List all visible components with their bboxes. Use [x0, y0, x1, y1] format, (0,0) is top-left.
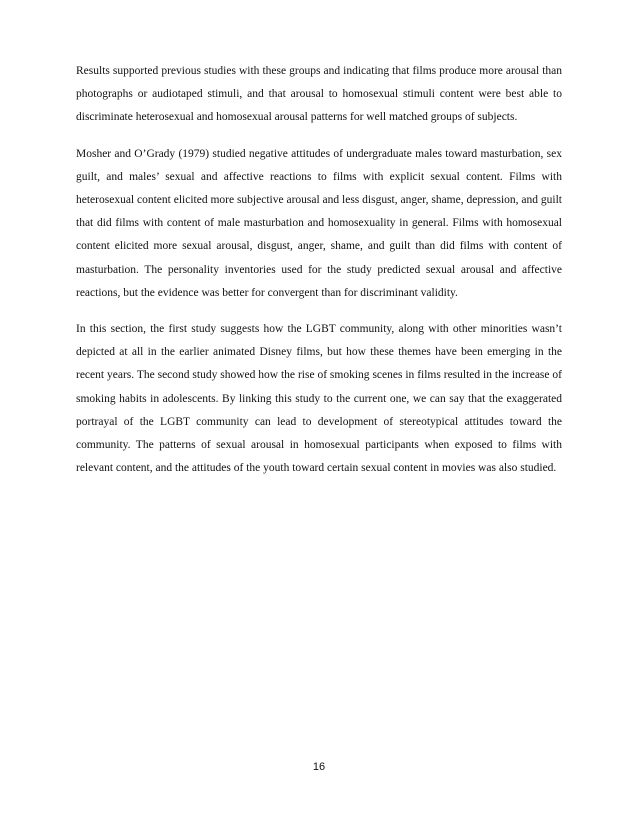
page-number: 16 [312, 761, 326, 773]
paragraph-3: In this section, the first study suggests how the LGBT community, along with other minorities wasn’t depicted at all in the earlier animated Disney films, but how these themes have been emerging in the recent years. The second study showed how the rise of smoking scenes in films resulted in the increase of smoking habits in adolescents. By linking this study to the current one, we can say that the exaggerated portrayal of the LGBT community can lead to development of stereotypical attitudes toward the community. The patterns of sexual arousal in homosexual participants when exposed to films with relevant content, and the attitudes of the youth toward certain sexual content in movies was also studied. [76, 323, 562, 475]
body-text [76, 60, 562, 493]
paragraph-1: Results supported previous studies with these groups and indicating that films produce more arousal than photographs or audiotaped stimuli, and that arousal to homosexual stimuli content were best able to discriminate heterosexual and homosexual arousal patterns for well matched groups of subjects. [76, 65, 562, 124]
paragraph-2: Mosher and O’Grady (1979) studied negative attitudes of undergraduate males toward masturbation, sex guilt, and males’ sexual and affective reactions to films with explicit sexual content. Films with heterosexual content elicited more subjective arousal and less disgust, anger, shame, depression, and guilt that did films with content of male masturbation and homosexuality in general. Films with homosexual content elicited more sexual arousal, disgust, anger, shame, and guilt than did films with content of masturbation. The personality inventories used for the study predicted sexual arousal and affective reactions, but the evidence was better for convergent than for discriminant validity. [76, 147, 562, 299]
